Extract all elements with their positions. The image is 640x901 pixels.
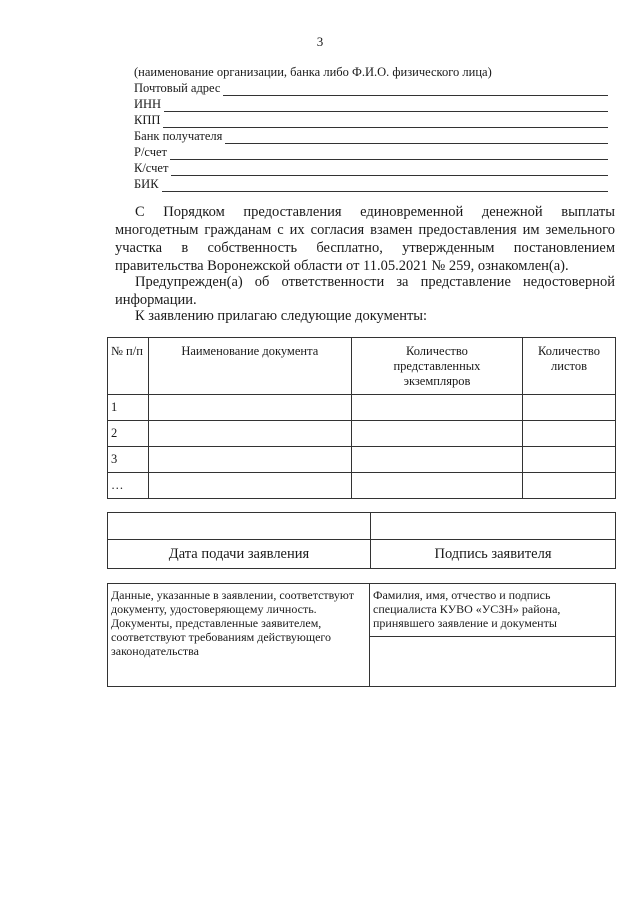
- fill-line: [134, 159, 608, 160]
- table-cell[interactable]: [523, 395, 616, 421]
- table-cell[interactable]: [523, 473, 616, 499]
- attachments-intro-text: К заявлению прилагаю следующие документы:: [135, 308, 428, 324]
- row-number: 3: [108, 447, 149, 473]
- signature-caption: Подпись заявителя: [371, 540, 616, 569]
- verification-statement: [108, 584, 370, 687]
- table-cell[interactable]: [351, 421, 522, 447]
- table-header-row: [108, 338, 616, 395]
- column-header: Количество листов: [523, 338, 616, 395]
- documents-statement: Документы, представленные заявителем, соответствуют требованиям действующего законодательства: [111, 616, 332, 658]
- table-cell[interactable]: [351, 395, 522, 421]
- column-header: Наименование документа: [148, 338, 351, 395]
- specialist-signature-area[interactable]: [370, 637, 615, 686]
- table-row: [108, 395, 616, 421]
- page-number: 3: [316, 34, 324, 49]
- warning-text: Предупрежден(а) об ответственности за представление недостоверной информации.: [115, 274, 615, 308]
- field-label: Банк получателя: [134, 129, 225, 144]
- table-cell[interactable]: [351, 473, 522, 499]
- field-label: Почтовый адрес: [134, 81, 223, 96]
- attachments-intro: [115, 307, 615, 325]
- postal-address-field[interactable]: [134, 81, 608, 97]
- row-number: 1: [108, 395, 149, 421]
- table-cell[interactable]: [148, 421, 351, 447]
- familiarization-paragraph: [115, 203, 615, 275]
- specialist-cell: [370, 584, 616, 687]
- row-number: 2: [108, 421, 149, 447]
- field-label: Р/счет: [134, 145, 170, 160]
- table-cell[interactable]: [523, 421, 616, 447]
- field-label: БИК: [134, 177, 162, 192]
- warning-paragraph: [115, 273, 615, 309]
- verification-table: [107, 583, 616, 687]
- fill-line: [134, 127, 608, 128]
- inn-field[interactable]: [134, 97, 608, 113]
- verification-row: [108, 584, 616, 687]
- signature-fill-row: [108, 513, 616, 540]
- familiarization-text: С Порядком предоставления единовременной денежной выплаты многодетным гражданам с их согласия взамен предоставления им земельного участка в собственность бесплатно, утвержденным постановлением правительства Воронежской области от 11.05.2021 № 259, ознакомлен(а).: [115, 204, 615, 274]
- kpp-field[interactable]: [134, 113, 608, 129]
- row-number: …: [108, 473, 149, 499]
- column-header: Количество представленных экземпляров: [351, 338, 522, 395]
- table-cell[interactable]: [148, 395, 351, 421]
- signature-cell[interactable]: [371, 513, 616, 540]
- date-caption: Дата подачи заявления: [108, 540, 371, 569]
- table-cell[interactable]: [148, 447, 351, 473]
- documents-table: [107, 337, 616, 499]
- table-row: [108, 447, 616, 473]
- fill-line: [134, 191, 608, 192]
- table-cell[interactable]: [523, 447, 616, 473]
- signature-table: [107, 512, 616, 569]
- table-row: [108, 421, 616, 447]
- identity-statement: Данные, указанные в заявлении, соответствуют документу, удостоверяющему личность.: [111, 588, 354, 616]
- fill-line: [134, 175, 608, 176]
- settlement-account-field[interactable]: [134, 145, 608, 161]
- table-cell[interactable]: [351, 447, 522, 473]
- date-cell[interactable]: [108, 513, 371, 540]
- organization-caption: (наименование организации, банка либо Ф.И.О. физического лица): [134, 65, 492, 79]
- fill-line: [134, 111, 608, 112]
- table-cell[interactable]: [148, 473, 351, 499]
- correspondent-account-field[interactable]: [134, 161, 608, 177]
- bank-field[interactable]: [134, 129, 608, 145]
- table-row: [108, 473, 616, 499]
- field-label: ИНН: [134, 97, 164, 112]
- specialist-caption: Фамилия, имя, отчество и подпись специалиста КУВО «УСЗН» района, принявшего заявление и документы: [370, 584, 615, 637]
- signature-caption-row: [108, 540, 616, 569]
- column-header: № п/п: [108, 338, 149, 395]
- bik-field[interactable]: [134, 177, 608, 193]
- field-label: КПП: [134, 113, 163, 128]
- field-label: К/счет: [134, 161, 171, 176]
